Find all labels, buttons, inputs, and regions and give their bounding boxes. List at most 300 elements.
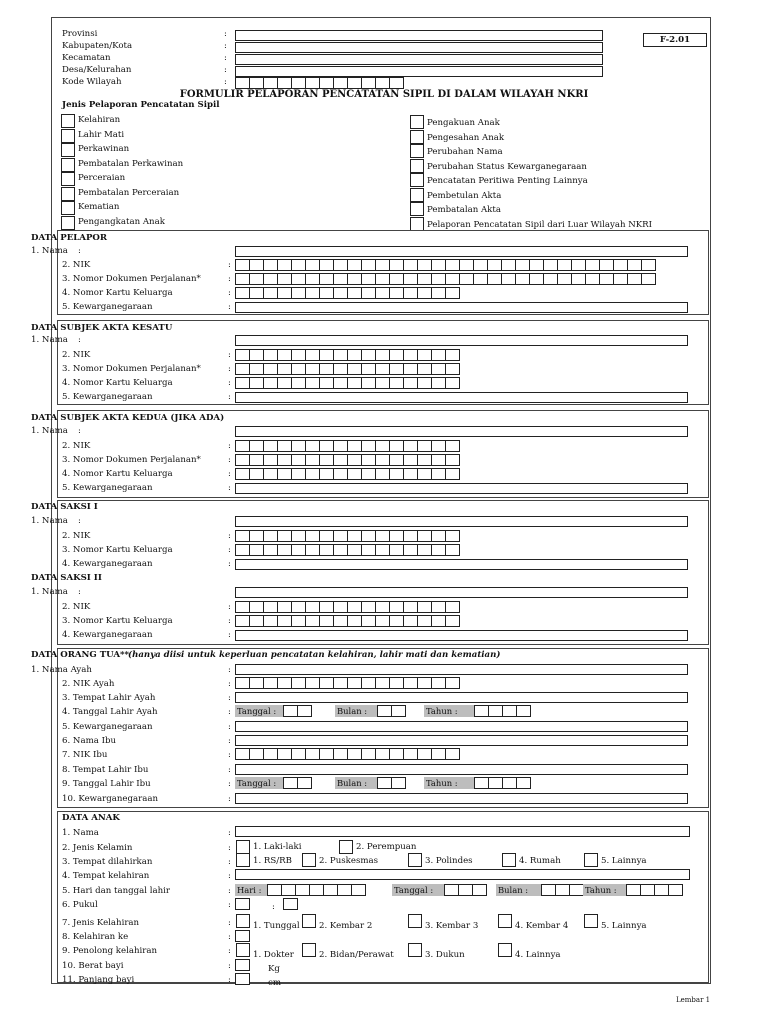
input-cell[interactable] — [277, 530, 292, 542]
input-cell[interactable] — [277, 544, 292, 556]
input-cell[interactable] — [277, 468, 292, 480]
input-cell[interactable] — [333, 349, 348, 361]
input-cell[interactable] — [333, 259, 348, 271]
field-input-line[interactable] — [235, 764, 688, 775]
input-cell[interactable] — [361, 748, 376, 760]
input-cell[interactable] — [305, 601, 320, 613]
input-cell[interactable] — [417, 748, 432, 760]
input-cell[interactable] — [361, 677, 376, 689]
input-cell[interactable] — [417, 273, 432, 285]
input-cell[interactable] — [599, 273, 614, 285]
input-cell[interactable] — [487, 273, 502, 285]
input-cell[interactable] — [235, 973, 250, 985]
input-cell[interactable] — [263, 454, 278, 466]
input-cell[interactable] — [377, 777, 392, 789]
input-cell[interactable] — [445, 259, 460, 271]
input-cell[interactable] — [319, 601, 334, 613]
input-cell[interactable] — [403, 544, 418, 556]
input-cell[interactable] — [417, 259, 432, 271]
input-cell[interactable] — [445, 454, 460, 466]
input-cell[interactable] — [277, 601, 292, 613]
input-cell[interactable] — [235, 898, 250, 910]
input-cell[interactable] — [445, 748, 460, 760]
input-cell[interactable] — [417, 601, 432, 613]
field-input-line[interactable] — [235, 630, 688, 641]
birthplace-checkbox[interactable] — [236, 853, 250, 867]
input-cell[interactable] — [249, 287, 264, 299]
input-cell[interactable] — [249, 748, 264, 760]
report-type-checkbox[interactable] — [410, 173, 424, 187]
input-cell[interactable] — [599, 259, 614, 271]
input-cell[interactable] — [417, 287, 432, 299]
input-cell[interactable] — [249, 440, 264, 452]
input-cell[interactable] — [585, 259, 600, 271]
report-type-checkbox[interactable] — [410, 159, 424, 173]
field-input-line[interactable] — [235, 721, 688, 732]
input-cell[interactable] — [375, 440, 390, 452]
input-cell[interactable] — [347, 615, 362, 627]
input-cell[interactable] — [347, 273, 362, 285]
input-cell[interactable] — [305, 530, 320, 542]
input-cell[interactable] — [389, 468, 404, 480]
input-cell[interactable] — [267, 884, 282, 896]
input-cell[interactable] — [417, 377, 432, 389]
input-cell[interactable] — [445, 363, 460, 375]
input-cell[interactable] — [309, 884, 324, 896]
input-cell[interactable] — [305, 259, 320, 271]
input-cell[interactable] — [445, 601, 460, 613]
input-cell[interactable] — [347, 677, 362, 689]
input-cell[interactable] — [389, 273, 404, 285]
input-cell[interactable] — [375, 349, 390, 361]
field-input-line[interactable] — [235, 516, 688, 527]
input-cell[interactable] — [445, 349, 460, 361]
input-cell[interactable] — [377, 705, 392, 717]
input-cell[interactable] — [375, 377, 390, 389]
input-cell[interactable] — [249, 677, 264, 689]
input-cell[interactable] — [263, 615, 278, 627]
input-cell[interactable] — [333, 77, 348, 89]
header-input-3[interactable] — [235, 66, 603, 77]
input-cell[interactable] — [375, 363, 390, 375]
input-cell[interactable] — [277, 287, 292, 299]
input-cell[interactable] — [431, 349, 446, 361]
report-type-checkbox[interactable] — [61, 129, 75, 143]
input-cell[interactable] — [361, 440, 376, 452]
input-cell[interactable] — [249, 377, 264, 389]
input-cell[interactable] — [417, 544, 432, 556]
input-cell[interactable] — [403, 530, 418, 542]
input-cell[interactable] — [403, 748, 418, 760]
input-cell[interactable] — [431, 677, 446, 689]
input-cell[interactable] — [501, 273, 516, 285]
input-cell[interactable] — [297, 705, 312, 717]
input-cell[interactable] — [361, 363, 376, 375]
input-cell[interactable] — [263, 530, 278, 542]
input-cell[interactable] — [263, 363, 278, 375]
input-cell[interactable] — [347, 530, 362, 542]
input-cell[interactable] — [263, 77, 278, 89]
input-cell[interactable] — [295, 884, 310, 896]
input-cell[interactable] — [319, 468, 334, 480]
report-type-checkbox[interactable] — [410, 144, 424, 158]
input-cell[interactable] — [403, 454, 418, 466]
input-cell[interactable] — [375, 544, 390, 556]
input-cell[interactable] — [319, 349, 334, 361]
input-cell[interactable] — [263, 273, 278, 285]
input-cell[interactable] — [249, 544, 264, 556]
input-cell[interactable] — [445, 468, 460, 480]
input-cell[interactable] — [431, 363, 446, 375]
birth-type-checkbox[interactable] — [302, 914, 316, 928]
input-cell[interactable] — [389, 77, 404, 89]
input-cell[interactable] — [431, 544, 446, 556]
input-cell[interactable] — [641, 259, 656, 271]
input-cell[interactable] — [305, 615, 320, 627]
field-input-line[interactable] — [235, 483, 688, 494]
report-type-checkbox[interactable] — [61, 216, 75, 230]
input-cell[interactable] — [431, 377, 446, 389]
field-input-line[interactable] — [235, 392, 688, 403]
input-cell[interactable] — [389, 349, 404, 361]
input-cell[interactable] — [445, 273, 460, 285]
input-cell[interactable] — [291, 454, 306, 466]
input-cell[interactable] — [389, 287, 404, 299]
input-cell[interactable] — [474, 777, 489, 789]
input-cell[interactable] — [417, 530, 432, 542]
gender-checkbox[interactable] — [236, 840, 250, 854]
input-cell[interactable] — [263, 544, 278, 556]
report-type-checkbox[interactable] — [410, 202, 424, 216]
input-cell[interactable] — [361, 454, 376, 466]
input-cell[interactable] — [403, 377, 418, 389]
input-cell[interactable] — [305, 440, 320, 452]
birth-type-checkbox[interactable] — [584, 914, 598, 928]
input-cell[interactable] — [375, 615, 390, 627]
input-cell[interactable] — [431, 440, 446, 452]
input-cell[interactable] — [305, 748, 320, 760]
input-cell[interactable] — [249, 77, 264, 89]
input-cell[interactable] — [361, 287, 376, 299]
input-cell[interactable] — [403, 677, 418, 689]
birth-helper-checkbox[interactable] — [302, 943, 316, 957]
input-cell[interactable] — [361, 259, 376, 271]
input-cell[interactable] — [277, 259, 292, 271]
input-cell[interactable] — [337, 884, 352, 896]
input-cell[interactable] — [375, 530, 390, 542]
input-cell[interactable] — [613, 273, 628, 285]
input-cell[interactable] — [375, 748, 390, 760]
input-cell[interactable] — [569, 884, 584, 896]
input-cell[interactable] — [543, 273, 558, 285]
input-cell[interactable] — [263, 748, 278, 760]
input-cell[interactable] — [305, 363, 320, 375]
input-cell[interactable] — [361, 273, 376, 285]
input-cell[interactable] — [375, 601, 390, 613]
input-cell[interactable] — [263, 440, 278, 452]
input-cell[interactable] — [333, 544, 348, 556]
birth-type-checkbox[interactable] — [408, 914, 422, 928]
input-cell[interactable] — [249, 468, 264, 480]
input-cell[interactable] — [235, 259, 250, 271]
input-cell[interactable] — [389, 615, 404, 627]
input-cell[interactable] — [249, 454, 264, 466]
input-cell[interactable] — [458, 884, 473, 896]
input-cell[interactable] — [557, 273, 572, 285]
input-cell[interactable] — [333, 440, 348, 452]
input-cell[interactable] — [249, 273, 264, 285]
input-cell[interactable] — [361, 377, 376, 389]
input-cell[interactable] — [445, 440, 460, 452]
input-cell[interactable] — [319, 273, 334, 285]
input-cell[interactable] — [502, 777, 517, 789]
input-cell[interactable] — [305, 468, 320, 480]
input-cell[interactable] — [333, 468, 348, 480]
input-cell[interactable] — [403, 440, 418, 452]
input-cell[interactable] — [333, 601, 348, 613]
field-input-line[interactable] — [235, 246, 688, 257]
input-cell[interactable] — [235, 468, 250, 480]
input-cell[interactable] — [235, 454, 250, 466]
input-cell[interactable] — [445, 530, 460, 542]
input-cell[interactable] — [417, 677, 432, 689]
field-input-line[interactable] — [235, 664, 688, 675]
input-cell[interactable] — [403, 615, 418, 627]
input-cell[interactable] — [347, 349, 362, 361]
input-cell[interactable] — [235, 959, 250, 971]
input-cell[interactable] — [403, 349, 418, 361]
input-cell[interactable] — [323, 884, 338, 896]
input-cell[interactable] — [417, 349, 432, 361]
input-cell[interactable] — [319, 259, 334, 271]
field-input-line[interactable] — [235, 335, 688, 346]
field-input-line[interactable] — [235, 587, 688, 598]
input-cell[interactable] — [515, 259, 530, 271]
report-type-checkbox[interactable] — [61, 158, 75, 172]
input-cell[interactable] — [459, 259, 474, 271]
input-cell[interactable] — [291, 259, 306, 271]
input-cell[interactable] — [488, 705, 503, 717]
input-cell[interactable] — [431, 259, 446, 271]
input-cell[interactable] — [417, 454, 432, 466]
input-cell[interactable] — [431, 273, 446, 285]
input-cell[interactable] — [235, 615, 250, 627]
input-cell[interactable] — [319, 748, 334, 760]
input-cell[interactable] — [277, 363, 292, 375]
input-cell[interactable] — [235, 677, 250, 689]
birth-helper-checkbox[interactable] — [498, 943, 512, 957]
header-input-2[interactable] — [235, 54, 603, 65]
input-cell[interactable] — [391, 705, 406, 717]
input-cell[interactable] — [347, 377, 362, 389]
input-cell[interactable] — [277, 454, 292, 466]
input-cell[interactable] — [445, 287, 460, 299]
input-cell[interactable] — [291, 440, 306, 452]
input-cell[interactable] — [333, 615, 348, 627]
input-cell[interactable] — [529, 273, 544, 285]
input-cell[interactable] — [557, 259, 572, 271]
input-cell[interactable] — [389, 377, 404, 389]
input-cell[interactable] — [305, 377, 320, 389]
input-cell[interactable] — [291, 273, 306, 285]
input-cell[interactable] — [347, 77, 362, 89]
field-input-line[interactable] — [235, 793, 688, 804]
input-cell[interactable] — [297, 777, 312, 789]
input-cell[interactable] — [305, 454, 320, 466]
input-cell[interactable] — [263, 677, 278, 689]
report-type-checkbox[interactable] — [410, 217, 424, 231]
input-cell[interactable] — [305, 273, 320, 285]
input-cell[interactable] — [571, 259, 586, 271]
input-cell[interactable] — [235, 363, 250, 375]
input-cell[interactable] — [375, 287, 390, 299]
input-cell[interactable] — [249, 363, 264, 375]
input-cell[interactable] — [445, 615, 460, 627]
input-cell[interactable] — [389, 363, 404, 375]
input-cell[interactable] — [515, 273, 530, 285]
input-cell[interactable] — [319, 454, 334, 466]
input-cell[interactable] — [626, 884, 641, 896]
birthplace-checkbox[interactable] — [584, 853, 598, 867]
report-type-checkbox[interactable] — [61, 187, 75, 201]
input-cell[interactable] — [291, 468, 306, 480]
input-cell[interactable] — [444, 884, 459, 896]
input-cell[interactable] — [333, 677, 348, 689]
birth-type-checkbox[interactable] — [236, 914, 250, 928]
report-type-checkbox[interactable] — [61, 172, 75, 186]
input-cell[interactable] — [235, 287, 250, 299]
input-cell[interactable] — [541, 884, 556, 896]
report-type-checkbox[interactable] — [410, 188, 424, 202]
report-type-checkbox[interactable] — [410, 115, 424, 129]
input-cell[interactable] — [641, 273, 656, 285]
input-cell[interactable] — [235, 377, 250, 389]
input-cell[interactable] — [235, 349, 250, 361]
input-cell[interactable] — [333, 287, 348, 299]
input-cell[interactable] — [291, 677, 306, 689]
input-cell[interactable] — [391, 777, 406, 789]
input-cell[interactable] — [445, 677, 460, 689]
input-cell[interactable] — [319, 287, 334, 299]
input-cell[interactable] — [529, 259, 544, 271]
input-cell[interactable] — [347, 363, 362, 375]
input-cell[interactable] — [291, 530, 306, 542]
birth-location-input[interactable] — [235, 869, 690, 880]
input-cell[interactable] — [445, 377, 460, 389]
input-cell[interactable] — [291, 615, 306, 627]
report-type-checkbox[interactable] — [61, 114, 75, 128]
input-cell[interactable] — [277, 677, 292, 689]
input-cell[interactable] — [389, 259, 404, 271]
input-cell[interactable] — [305, 677, 320, 689]
birthplace-checkbox[interactable] — [302, 853, 316, 867]
input-cell[interactable] — [473, 273, 488, 285]
input-cell[interactable] — [277, 349, 292, 361]
input-cell[interactable] — [291, 349, 306, 361]
input-cell[interactable] — [333, 454, 348, 466]
input-cell[interactable] — [555, 884, 570, 896]
input-cell[interactable] — [488, 777, 503, 789]
input-cell[interactable] — [361, 530, 376, 542]
input-cell[interactable] — [431, 601, 446, 613]
field-input-line[interactable] — [235, 735, 688, 746]
input-cell[interactable] — [571, 273, 586, 285]
input-cell[interactable] — [351, 884, 366, 896]
input-cell[interactable] — [543, 259, 558, 271]
input-cell[interactable] — [277, 273, 292, 285]
input-cell[interactable] — [431, 454, 446, 466]
input-cell[interactable] — [585, 273, 600, 285]
input-cell[interactable] — [627, 273, 642, 285]
input-cell[interactable] — [277, 615, 292, 627]
input-cell[interactable] — [501, 259, 516, 271]
input-cell[interactable] — [319, 363, 334, 375]
input-cell[interactable] — [333, 530, 348, 542]
input-cell[interactable] — [640, 884, 655, 896]
input-cell[interactable] — [235, 77, 250, 89]
input-cell[interactable] — [389, 748, 404, 760]
input-cell[interactable] — [347, 440, 362, 452]
input-cell[interactable] — [319, 544, 334, 556]
input-cell[interactable] — [333, 363, 348, 375]
input-cell[interactable] — [291, 287, 306, 299]
input-cell[interactable] — [305, 287, 320, 299]
input-cell[interactable] — [403, 468, 418, 480]
input-cell[interactable] — [417, 615, 432, 627]
input-cell[interactable] — [333, 273, 348, 285]
birth-helper-checkbox[interactable] — [236, 943, 250, 957]
input-cell[interactable] — [263, 349, 278, 361]
input-cell[interactable] — [459, 273, 474, 285]
input-cell[interactable] — [249, 530, 264, 542]
input-cell[interactable] — [516, 705, 531, 717]
input-cell[interactable] — [347, 544, 362, 556]
input-cell[interactable] — [263, 468, 278, 480]
input-cell[interactable] — [291, 77, 306, 89]
input-cell[interactable] — [389, 601, 404, 613]
input-cell[interactable] — [347, 287, 362, 299]
input-cell[interactable] — [263, 601, 278, 613]
input-cell[interactable] — [361, 615, 376, 627]
input-cell[interactable] — [333, 377, 348, 389]
input-cell[interactable] — [347, 468, 362, 480]
input-cell[interactable] — [277, 377, 292, 389]
input-cell[interactable] — [613, 259, 628, 271]
input-cell[interactable] — [283, 705, 298, 717]
input-cell[interactable] — [277, 77, 292, 89]
input-cell[interactable] — [235, 440, 250, 452]
input-cell[interactable] — [281, 884, 296, 896]
input-cell[interactable] — [305, 349, 320, 361]
input-cell[interactable] — [403, 601, 418, 613]
input-cell[interactable] — [347, 454, 362, 466]
input-cell[interactable] — [235, 930, 250, 942]
input-cell[interactable] — [431, 468, 446, 480]
birth-helper-checkbox[interactable] — [408, 943, 422, 957]
input-cell[interactable] — [472, 884, 487, 896]
field-input-line[interactable] — [235, 692, 688, 703]
input-cell[interactable] — [283, 898, 298, 910]
input-cell[interactable] — [249, 615, 264, 627]
input-cell[interactable] — [291, 377, 306, 389]
input-cell[interactable] — [487, 259, 502, 271]
input-cell[interactable] — [305, 77, 320, 89]
input-cell[interactable] — [361, 349, 376, 361]
input-cell[interactable] — [361, 601, 376, 613]
input-cell[interactable] — [389, 544, 404, 556]
input-cell[interactable] — [375, 677, 390, 689]
input-cell[interactable] — [347, 259, 362, 271]
